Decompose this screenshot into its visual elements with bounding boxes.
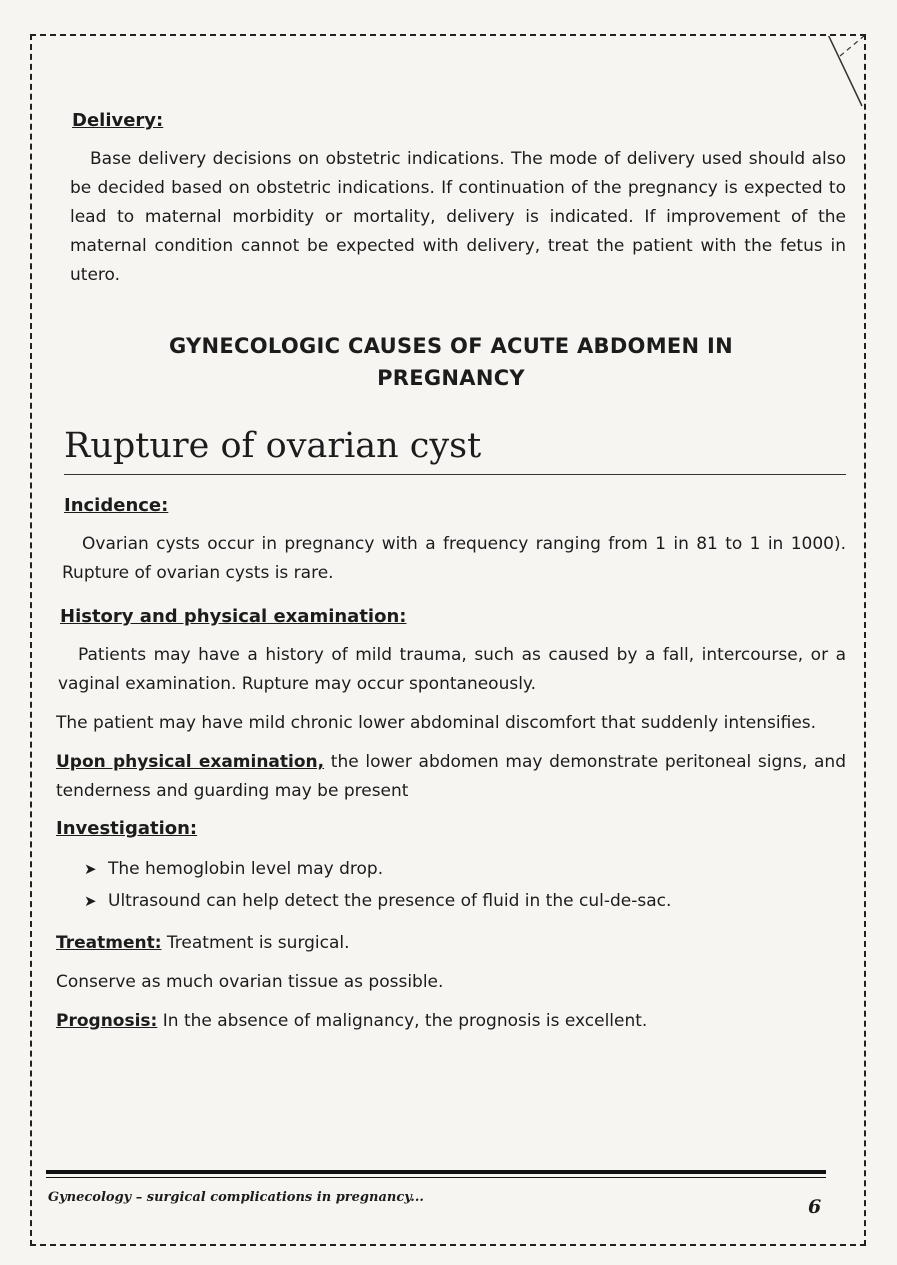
arrow-bullet-icon: ➤ (84, 892, 97, 910)
investigation-list (84, 853, 846, 917)
delivery-paragraph: Base delivery decisions on obstetric indications. The mode of delivery used should also be decided based on obstetric indications. If continuation of the pregnancy is expected to lead to maternal morbidity or mortality, delivery is indicated. If improvement of the maternal condition cannot be expected with delivery, treat the patient with the fetus in utero. (70, 149, 846, 285)
treatment-paragraph-2: Conserve as much ovarian tissue as possible. (56, 972, 444, 992)
physical-exam-text: the lower abdomen may demonstrate peritoneal signs, and tenderness and guarding may be present (56, 752, 847, 801)
arrow-bullet-icon: ➤ (84, 860, 97, 878)
physical-exam-paragraph (56, 748, 846, 806)
prognosis-text: In the absence of malignancy, the prognosis is excellent. (157, 1011, 648, 1031)
list-item: ➤ The hemoglobin level may drop. (84, 853, 846, 885)
footer-rule (46, 1170, 826, 1178)
section-heading (56, 330, 846, 394)
section-heading-line1: GYNECOLOGIC CAUSES OF ACUTE ABDOMEN IN (168, 334, 734, 358)
incidence-paragraph: Ovarian cysts occur in pregnancy with a frequency ranging from 1 in 81 to 1 in 1000). Rupture of ovarian cysts is rare. (62, 534, 846, 583)
delivery-heading: Delivery: (72, 110, 164, 131)
investigation-heading: Investigation: (56, 818, 198, 839)
list-item: ➤ Ultrasound can help detect the presence of fluid in the cul-de-sac. (84, 885, 846, 917)
treatment-label: Treatment: (56, 933, 162, 953)
treatment-paragraph (56, 929, 846, 958)
prognosis-label: Prognosis: (56, 1011, 158, 1031)
section-heading-line2: PREGNANCY (377, 366, 525, 390)
incidence-heading: Incidence: (64, 495, 169, 516)
prognosis-paragraph (56, 1007, 846, 1036)
footer-running-title: Gynecology – surgical complications in pregnancy... (48, 1190, 424, 1205)
history-paragraph-1: Patients may have a history of mild trauma, such as caused by a fall, intercourse, or a vaginal examination. Rupture may occur spontaneously. (58, 645, 846, 694)
history-heading: History and physical examination: (60, 606, 407, 627)
physical-exam-label: Upon physical examination, (56, 752, 325, 772)
topic-title: Rupture of ovarian cyst (64, 426, 846, 475)
page-content (56, 110, 846, 1046)
history-paragraph-2: The patient may have mild chronic lower abdominal discomfort that suddenly intensifies. (56, 713, 817, 733)
page-number: 6 (808, 1196, 822, 1218)
treatment-text: Treatment is surgical. (161, 933, 350, 953)
